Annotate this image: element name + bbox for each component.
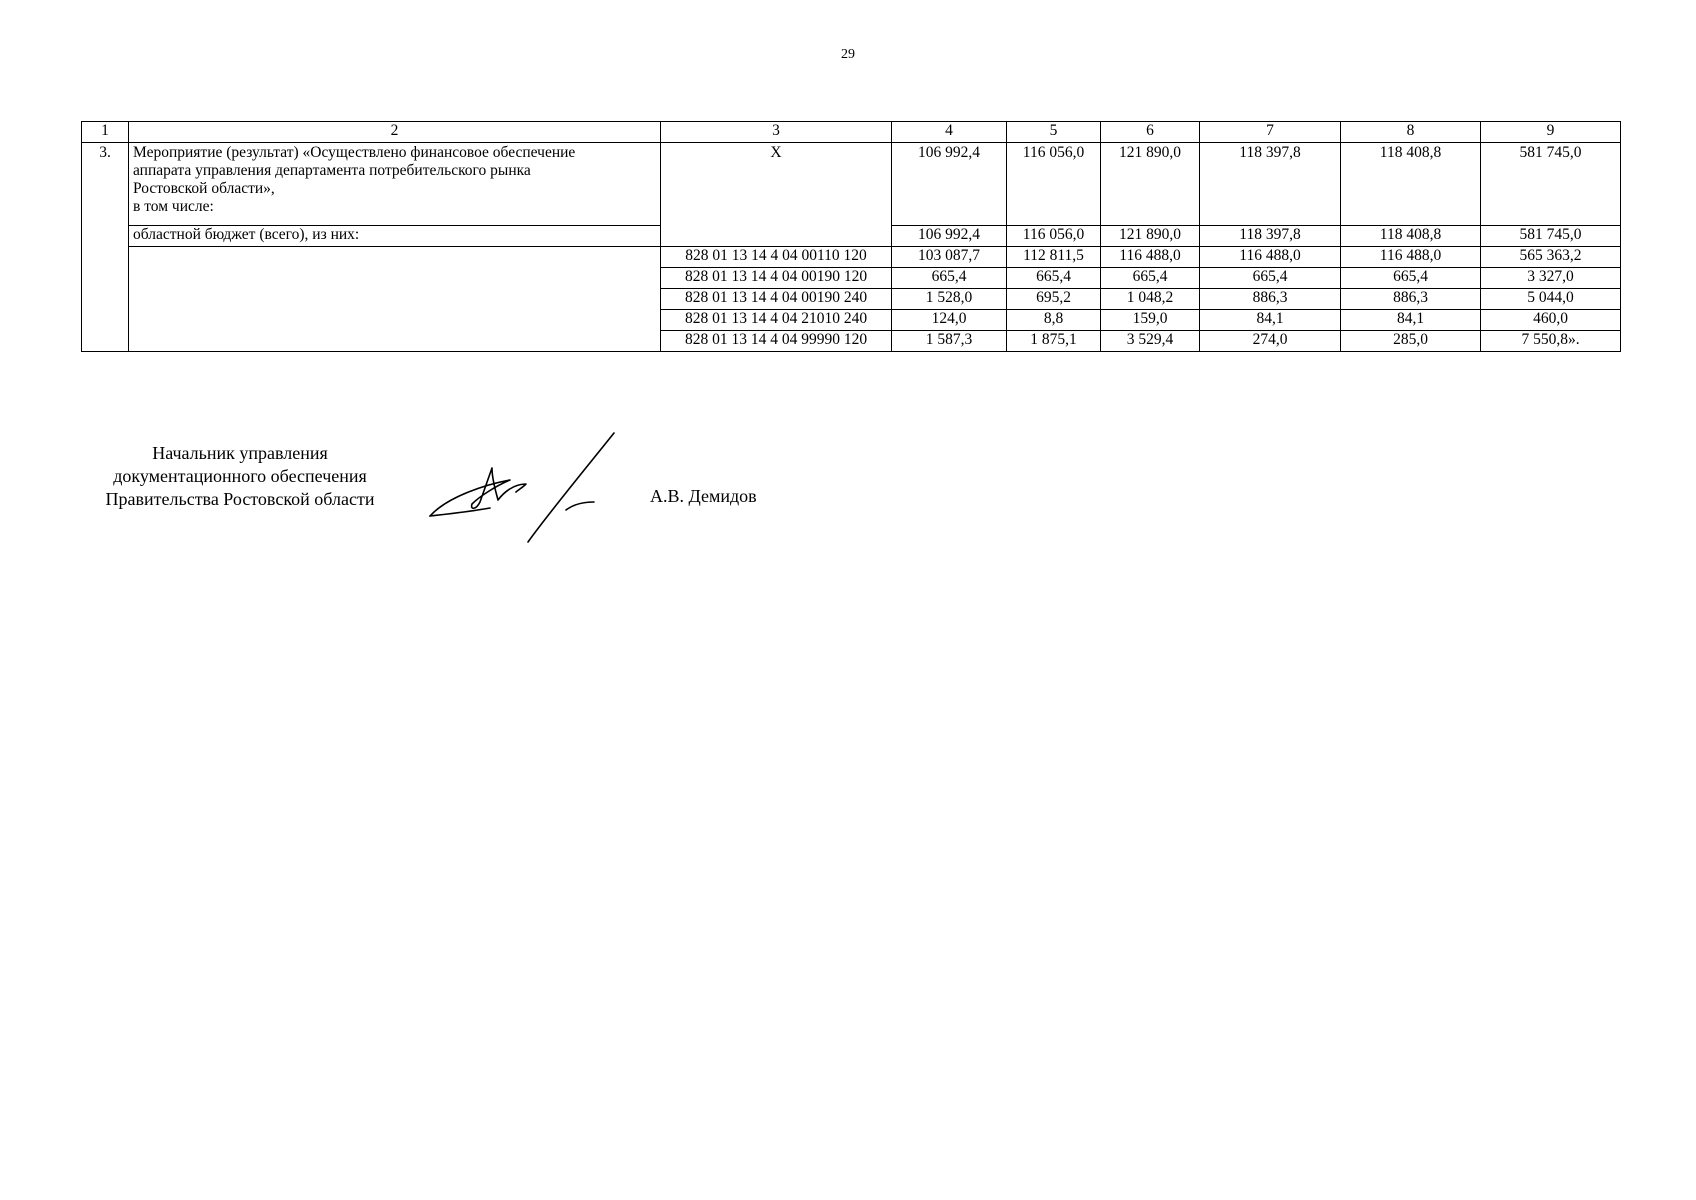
value-cell: 84,1 xyxy=(1200,310,1341,331)
value-cell: 116 056,0 xyxy=(1007,226,1101,247)
value-cell: 121 890,0 xyxy=(1101,143,1200,226)
value-cell: 274,0 xyxy=(1200,331,1341,352)
value-cell: 116 488,0 xyxy=(1200,247,1341,268)
item-description-line: аппарата управления департамента потребительского рынка xyxy=(133,162,531,179)
code-cell: 828 01 13 14 4 04 00190 120 xyxy=(661,268,892,289)
value-cell: 106 992,4 xyxy=(892,143,1007,226)
header-cell: 3 xyxy=(661,122,892,143)
signer-name: А.В. Демидов xyxy=(650,486,757,506)
code-cell: 828 01 13 14 4 04 00190 240 xyxy=(661,289,892,310)
value-cell: 118 408,8 xyxy=(1341,226,1481,247)
item-description-line: в том числе: xyxy=(133,198,214,215)
value-cell: 7 550,8». xyxy=(1481,331,1621,352)
item-code: Х xyxy=(661,143,892,247)
value-cell: 665,4 xyxy=(1341,268,1481,289)
value-cell: 665,4 xyxy=(1101,268,1200,289)
header-cell: 9 xyxy=(1481,122,1621,143)
value-cell: 1 048,2 xyxy=(1101,289,1200,310)
value-cell: 3 327,0 xyxy=(1481,268,1621,289)
header-cell: 6 xyxy=(1101,122,1200,143)
table-row xyxy=(82,143,1621,226)
table-header-row xyxy=(82,122,1621,143)
page-number: 29 xyxy=(841,47,855,62)
signatory-title xyxy=(80,442,400,511)
header-cell: 2 xyxy=(129,122,661,143)
value-cell: 665,4 xyxy=(1200,268,1341,289)
code-cell: 828 01 13 14 4 04 21010 240 xyxy=(661,310,892,331)
value-cell: 116 056,0 xyxy=(1007,143,1101,226)
value-cell: 665,4 xyxy=(892,268,1007,289)
item-description-line: Ростовской области», xyxy=(133,180,275,197)
value-cell: 695,2 xyxy=(1007,289,1101,310)
value-cell: 1 528,0 xyxy=(892,289,1007,310)
value-cell: 1 587,3 xyxy=(892,331,1007,352)
value-cell: 3 529,4 xyxy=(1101,331,1200,352)
budget-table xyxy=(81,121,1621,352)
value-cell: 5 044,0 xyxy=(1481,289,1621,310)
empty-cell xyxy=(129,247,661,352)
header-cell: 7 xyxy=(1200,122,1341,143)
header-cell: 8 xyxy=(1341,122,1481,143)
header-cell: 5 xyxy=(1007,122,1101,143)
value-cell: 106 992,4 xyxy=(892,226,1007,247)
code-cell: 828 01 13 14 4 04 99990 120 xyxy=(661,331,892,352)
item-description-line: Мероприятие (результат) «Осуществлено финансовое обеспечение xyxy=(133,144,576,161)
header-cell: 1 xyxy=(82,122,129,143)
value-cell: 124,0 xyxy=(892,310,1007,331)
header-cell: 4 xyxy=(892,122,1007,143)
value-cell: 1 875,1 xyxy=(1007,331,1101,352)
value-cell: 159,0 xyxy=(1101,310,1200,331)
value-cell: 116 488,0 xyxy=(1341,247,1481,268)
handwritten-signature xyxy=(418,430,618,545)
signatory-title-line: Начальник управления xyxy=(152,443,328,463)
value-cell: 118 408,8 xyxy=(1341,143,1481,226)
value-cell: 112 811,5 xyxy=(1007,247,1101,268)
code-cell: 828 01 13 14 4 04 00110 120 xyxy=(661,247,892,268)
value-cell: 118 397,8 xyxy=(1200,143,1341,226)
value-cell: 285,0 xyxy=(1341,331,1481,352)
value-cell: 565 363,2 xyxy=(1481,247,1621,268)
value-cell: 665,4 xyxy=(1007,268,1101,289)
table-row xyxy=(82,247,1621,268)
value-cell: 121 890,0 xyxy=(1101,226,1200,247)
value-cell: 8,8 xyxy=(1007,310,1101,331)
value-cell: 118 397,8 xyxy=(1200,226,1341,247)
budget-label: областной бюджет (всего), из них: xyxy=(129,226,661,247)
signatory-title-line: документационного обеспечения xyxy=(113,466,367,486)
value-cell: 116 488,0 xyxy=(1101,247,1200,268)
value-cell: 581 745,0 xyxy=(1481,143,1621,226)
signatory-title-line: Правительства Ростовской области xyxy=(105,489,375,509)
item-description xyxy=(129,143,661,226)
value-cell: 886,3 xyxy=(1200,289,1341,310)
value-cell: 84,1 xyxy=(1341,310,1481,331)
value-cell: 103 087,7 xyxy=(892,247,1007,268)
value-cell: 886,3 xyxy=(1341,289,1481,310)
item-number: 3. xyxy=(82,143,129,352)
value-cell: 460,0 xyxy=(1481,310,1621,331)
value-cell: 581 745,0 xyxy=(1481,226,1621,247)
